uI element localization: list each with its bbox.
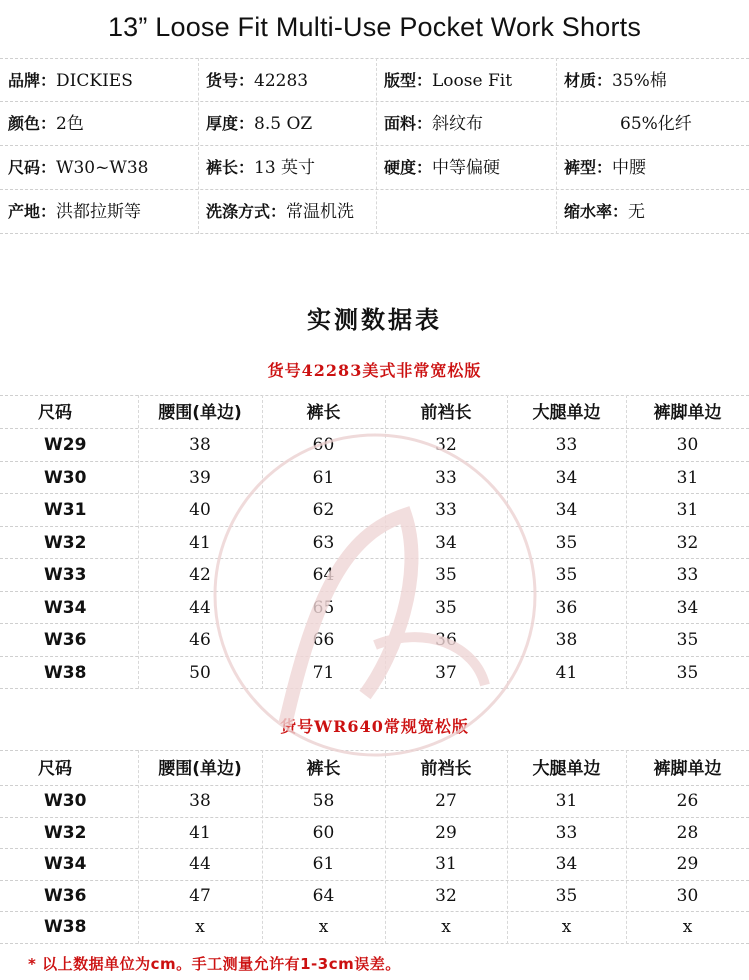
table-body <box>0 786 749 944</box>
table-cell: 33 <box>555 822 578 843</box>
spec-cell <box>206 59 308 103</box>
table-cell: x <box>682 917 693 937</box>
spec-key: 裤长： <box>206 158 255 177</box>
spec-value: 65%化纤 <box>620 114 692 134</box>
column-divider <box>262 750 263 944</box>
table-cell: W36 <box>44 630 87 650</box>
table-cell: W31 <box>44 500 87 520</box>
table-cell: 35 <box>435 565 457 585</box>
table-cell: x <box>441 917 451 937</box>
table-cell: 35 <box>555 885 578 906</box>
spec-key: 尺码： <box>8 158 57 177</box>
table-cell: 29 <box>435 822 457 843</box>
spec-value: 斜纹布 <box>432 114 484 134</box>
column-header: 大腿单边 <box>532 403 601 423</box>
table-cell: W30 <box>44 791 87 811</box>
table-row <box>0 429 749 462</box>
table-cell: W29 <box>44 435 87 455</box>
table-row <box>0 462 749 495</box>
spec-value: Loose Fit <box>432 71 513 91</box>
table-cell: 46 <box>189 630 211 650</box>
spec-cell <box>564 59 667 103</box>
table-cell: 32 <box>435 435 457 455</box>
page-title: 13” Loose Fit Multi-Use Pocket Work Shorts <box>107 12 642 42</box>
table-cell: 37 <box>435 662 457 683</box>
spec-cell <box>564 146 646 190</box>
table-cell: 33 <box>555 435 578 455</box>
spec-value: 13 英寸 <box>254 158 316 178</box>
table-cell: 50 <box>189 662 211 683</box>
table-cell: x <box>318 917 329 937</box>
table-cell: 35 <box>555 532 578 553</box>
table-cell: 35 <box>676 630 699 650</box>
column-divider <box>385 750 386 944</box>
table-cell: 61 <box>312 467 335 488</box>
table-cell: 39 <box>189 467 211 488</box>
size-table-42283 <box>0 395 749 689</box>
column-header: 大腿单边 <box>532 759 601 779</box>
table-cell: 36 <box>555 597 578 618</box>
table-row <box>0 494 749 527</box>
column-header: 前裆长 <box>420 759 472 779</box>
spec-key: 硬度： <box>384 158 433 177</box>
table-row <box>0 881 749 913</box>
spec-cell <box>8 102 84 146</box>
spec-value: 8.5 OZ <box>254 114 313 134</box>
table-cell: W36 <box>44 885 87 906</box>
table-cell: 30 <box>676 885 699 906</box>
spec-key: 品牌： <box>8 71 57 90</box>
spec-cell <box>206 102 312 146</box>
column-header: 腰围(单边) <box>158 759 242 779</box>
table-cell: 36 <box>435 630 457 650</box>
table-cell: 34 <box>435 532 457 553</box>
table-row <box>0 592 749 625</box>
table-cell: 38 <box>189 791 211 811</box>
footnote: * 以上数据单位为cm。手工测量允许有1-3cm误差。 <box>28 955 401 973</box>
spec-divider <box>556 58 557 234</box>
spec-key: 厚度： <box>206 114 255 133</box>
spec-cell <box>206 190 354 234</box>
table-cell: W30 <box>44 467 87 488</box>
column-divider <box>507 395 508 689</box>
table-cell: 30 <box>676 435 699 455</box>
table-cell: 62 <box>312 500 335 520</box>
spec-row <box>0 146 749 190</box>
table-row <box>0 624 749 657</box>
table-cell: 60 <box>312 435 335 455</box>
column-divider <box>626 395 627 689</box>
table-cell: 29 <box>676 854 699 874</box>
section-title: 实测数据表 <box>307 306 442 334</box>
spec-row <box>0 102 749 146</box>
column-header: 裤脚单边 <box>653 759 722 779</box>
column-divider <box>262 395 263 689</box>
column-header: 前裆长 <box>420 403 472 423</box>
column-header: 尺码 <box>38 759 72 779</box>
size-table-wr640 <box>0 750 749 944</box>
table-cell: 31 <box>676 467 699 488</box>
table-cell: 32 <box>435 885 457 906</box>
table-cell: 31 <box>676 500 699 520</box>
table-cell: W38 <box>44 662 87 683</box>
spec-cell <box>8 59 133 103</box>
table-cell: 64 <box>312 885 335 906</box>
spec-row <box>0 190 749 234</box>
spec-key: 洗涤方式： <box>206 202 287 221</box>
table-cell: 40 <box>189 500 211 520</box>
table-cell: W38 <box>44 917 87 937</box>
table-cell: W34 <box>44 854 87 874</box>
table-cell: 63 <box>312 532 335 553</box>
table-cell: 32 <box>676 532 699 553</box>
table-cell: W34 <box>44 597 87 618</box>
column-divider <box>626 750 627 944</box>
table-row <box>0 559 749 592</box>
table-cell: 34 <box>555 467 578 488</box>
table-cell: W33 <box>44 565 87 585</box>
table-cell: 33 <box>435 467 457 488</box>
table-cell: 38 <box>189 435 211 455</box>
table-cell: 31 <box>555 791 578 811</box>
spec-value: 中腰 <box>612 158 647 178</box>
table-cell: 65 <box>312 597 335 618</box>
table2-subtitle: 货号WR640常规宽松版 <box>280 717 469 736</box>
spec-divider <box>376 58 377 234</box>
table-header-row <box>0 750 749 786</box>
column-divider <box>507 750 508 944</box>
table-cell: 38 <box>555 630 578 650</box>
spec-key: 颜色： <box>8 114 57 133</box>
table-cell: 58 <box>312 791 335 811</box>
table-cell: 34 <box>676 597 699 618</box>
spec-value: 42283 <box>254 71 309 91</box>
spec-value: W30~W38 <box>56 158 149 178</box>
table-cell: 41 <box>555 662 578 683</box>
table-cell: 61 <box>312 854 335 874</box>
table-cell: 28 <box>676 822 699 843</box>
spec-value: 无 <box>628 202 646 222</box>
spec-key: 版型： <box>384 71 433 90</box>
column-header: 裤长 <box>306 759 341 779</box>
table1-subtitle: 货号42283美式非常宽松版 <box>267 361 482 380</box>
table-row <box>0 786 749 818</box>
spec-key: 裤型： <box>564 158 613 177</box>
table-cell: 31 <box>435 854 457 874</box>
table-cell: 26 <box>676 791 699 811</box>
table-row <box>0 912 749 944</box>
table-cell: 35 <box>435 597 457 618</box>
spec-value: 常温机洗 <box>286 202 355 222</box>
spec-value: 中等偏硬 <box>432 158 501 178</box>
table-cell: 71 <box>312 662 335 683</box>
table-cell: 34 <box>555 854 578 874</box>
table-row <box>0 818 749 850</box>
table-cell: 60 <box>312 822 335 843</box>
table-cell: 41 <box>189 822 211 843</box>
spec-key: 材质： <box>564 71 613 90</box>
column-header: 裤长 <box>306 403 341 423</box>
column-header: 裤脚单边 <box>653 403 722 423</box>
table-cell: 44 <box>189 854 211 874</box>
table-row <box>0 849 749 881</box>
table-row <box>0 657 749 690</box>
table-cell: 35 <box>555 565 578 585</box>
table-cell: 35 <box>676 662 699 683</box>
spec-grid <box>0 58 749 234</box>
table-cell: x <box>195 917 205 937</box>
spec-value: 2色 <box>56 114 84 134</box>
spec-cell <box>8 190 141 234</box>
spec-key: 面料： <box>384 114 433 133</box>
spec-value: DICKIES <box>56 71 133 91</box>
table-cell: 34 <box>555 500 578 520</box>
table-cell: 64 <box>312 565 335 585</box>
spec-divider <box>198 58 199 234</box>
column-divider <box>138 750 139 944</box>
column-divider <box>385 395 386 689</box>
table-cell: W32 <box>44 532 87 553</box>
spec-cell <box>8 146 148 190</box>
spec-cell <box>384 59 512 103</box>
spec-cell <box>564 190 645 234</box>
table-body <box>0 429 749 689</box>
spec-row <box>0 58 749 102</box>
table-cell: W32 <box>44 822 87 843</box>
table-cell: 33 <box>435 500 457 520</box>
spec-cell <box>564 102 692 146</box>
column-header: 尺码 <box>38 403 72 423</box>
spec-value: 洪都拉斯等 <box>56 202 142 222</box>
table-cell: 33 <box>676 565 699 585</box>
spec-key: 缩水率： <box>564 202 629 221</box>
spec-cell <box>206 146 315 190</box>
spec-key: 产地： <box>8 202 57 221</box>
table-cell: 66 <box>312 630 335 650</box>
table-header-row <box>0 395 749 429</box>
table-cell: 27 <box>435 791 457 811</box>
spec-cell <box>384 146 500 190</box>
column-divider <box>138 395 139 689</box>
column-header: 腰围(单边) <box>158 403 242 423</box>
table-cell: x <box>561 917 572 937</box>
table-cell: 47 <box>189 885 211 906</box>
spec-value: 35%棉 <box>612 71 667 91</box>
table-row <box>0 527 749 560</box>
table-cell: 44 <box>189 597 211 618</box>
spec-key: 货号： <box>206 71 255 90</box>
table-cell: 41 <box>189 532 211 553</box>
table-cell: 42 <box>189 565 211 585</box>
spec-cell <box>384 102 483 146</box>
